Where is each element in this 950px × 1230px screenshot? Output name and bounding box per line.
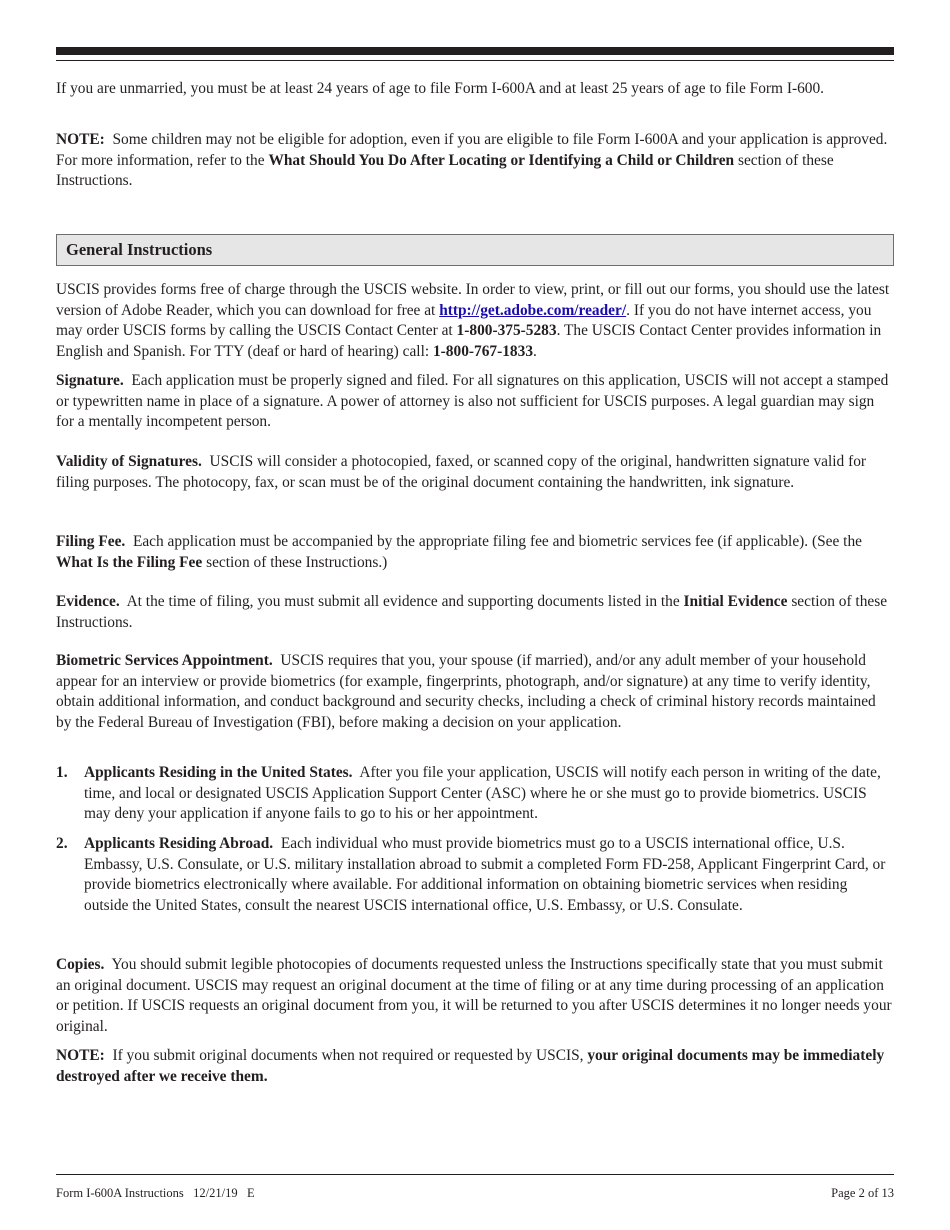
validity-text: USCIS will consider a photocopied, faxed, or scanned copy of the original, handwritten signature valid for filing purposes. The photocopy, fax, or scan must be of the original document containing the handwritten, ink signature.: [56, 453, 867, 491]
evidence-text-end: section of these Instructions.: [56, 593, 888, 631]
section-title: General Instructions: [66, 240, 213, 259]
footer-form-id: Form I-600A Instructions 12/21/19 E: [56, 1186, 255, 1200]
copies-text: You should submit legible photocopies of documents requested unless the Instructions specifically state that you must submit an original document. USCIS may request an original document at the time of filing or at any time during processing of an application or petition. If USCIS requests an original document from you, it will be returned to you after USCIS determines it no longer needs your original.: [56, 956, 892, 1035]
note-bold-reference: What Should You Do After Locating or Identifying a Child or Children: [268, 151, 735, 169]
evidence-label: Evidence.: [56, 593, 120, 610]
unmarried-paragraph: [56, 79, 894, 100]
filing-fee-text-end: section of these Instructions.): [206, 553, 388, 571]
biometric-paragraph: [56, 651, 894, 733]
adobe-reader-link[interactable]: http://get.adobe.com/reader/: [439, 301, 627, 319]
tty-phone: 1-800-767-1833: [432, 342, 534, 360]
list-item-label: Applicants Residing in the United States.: [84, 764, 353, 781]
evidence-text: At the time of filing, you must submit all evidence and supporting documents listed in the: [126, 593, 680, 610]
signature-paragraph: [56, 371, 894, 433]
header-rule-thick: [56, 47, 894, 55]
filing-fee-text: Each application must be accompanied by the appropriate filing fee and biometric services fee (if applicable). (See the: [132, 533, 862, 550]
note-text-end: section of these Instructions.: [56, 151, 834, 190]
list-item-text: Each individual who must provide biometrics must go to a USCIS international office, U.S. Embassy, U.S. Consulate, or U.S. military installation abroad to submit a completed Form FD-258, Applicant Fingerprint Card, or provide biometrics electronically where available. For additional information on obtaining biometric services when residing outside the United States, consult the nearest USCIS international office, U.S. Embassy, or U.S. Consulate.: [84, 835, 886, 914]
uscis-text-2: . If you do not have internet access, you may order USCIS forms by calling the USCIS Contact Center at: [56, 301, 872, 340]
validity-label: Validity of Signatures.: [56, 453, 202, 470]
footer-rule: [56, 1174, 894, 1175]
uscis-forms-paragraph: [56, 280, 894, 362]
copies-paragraph: [56, 955, 894, 1037]
note-original-documents: [56, 1046, 894, 1087]
note-warning-bold: your original documents may be immediately destroyed after we receive them.: [56, 1047, 885, 1085]
signature-label: Signature.: [56, 372, 124, 389]
list-number: 1.: [56, 764, 68, 781]
uscis-text-3: . The USCIS Contact Center provides information in English and Spanish. For TTY (deaf or hard of hearing) call:: [56, 322, 882, 360]
biometric-label: Biometric Services Appointment.: [56, 652, 273, 669]
uscis-text-4: .: [533, 342, 537, 360]
note-text: Some children may not be eligible for adoption, even if you are eligible to file Form I-600A and your application is approved. For more information, refer to the: [56, 131, 888, 169]
list-item-label: Applicants Residing Abroad.: [84, 835, 274, 852]
evidence-paragraph: [56, 592, 894, 633]
note-paragraph: [56, 130, 894, 192]
biometric-text: USCIS requires that you, your spouse (if married), and/or any adult member of your household appear for an interview or provide biometrics (for example, fingerprints, photograph, and/or signature) at any time to verify identity, obtain additional information, and conduct background and security checks, including a check of criminal history records maintained by the Federal Bureau of Investigation (FBI), before making a decision on your application.: [56, 652, 876, 731]
list-item-body: [84, 834, 894, 916]
list-number: 2.: [56, 835, 68, 852]
validity-paragraph: [56, 452, 894, 493]
note-text: If you submit original documents when not required or requested by USCIS,: [112, 1047, 584, 1064]
note-label: NOTE:: [56, 131, 105, 148]
initial-evidence-reference: Initial Evidence: [683, 593, 788, 610]
copies-label: Copies.: [56, 956, 105, 973]
contact-center-phone: 1-800-375-5283: [456, 322, 557, 340]
header-rule-thin: [56, 60, 894, 61]
uscis-text: USCIS provides forms free of charge through the USCIS website. In order to view, print, or fill out our forms, you should use the latest version of Adobe Reader, which you can download for free at: [56, 281, 890, 319]
filing-fee-paragraph: [56, 532, 894, 573]
unmarried-text: If you are unmarried, you must be at least 24 years of age to file Form I-600A and at least 25 years of age to file Form I-600.: [56, 80, 825, 97]
list-item-text: After you file your application, USCIS will notify each person in writing of the date, time, and local or designated USCIS Application Support Center (ASC) where he or she must go to provide biometrics. USCIS may deny your application if anyone fails to go to his or her appointment.: [84, 764, 881, 823]
list-item-body: [84, 763, 894, 825]
note-label: NOTE:: [56, 1047, 105, 1064]
footer-page-number: Page 2 of 13: [831, 1186, 894, 1200]
section-header-general-instructions: [56, 234, 894, 266]
signature-text: Each application must be properly signed and filed. For all signatures on this application, USCIS will not accept a stamped or typewritten name in place of a signature. A power of attorney is also not sufficient for USCIS purposes. A legal guardian may sign for a mentally incompetent person.: [56, 372, 889, 431]
filing-fee-reference: What Is the Filing Fee: [56, 553, 203, 571]
filing-fee-label: Filing Fee.: [56, 533, 126, 550]
